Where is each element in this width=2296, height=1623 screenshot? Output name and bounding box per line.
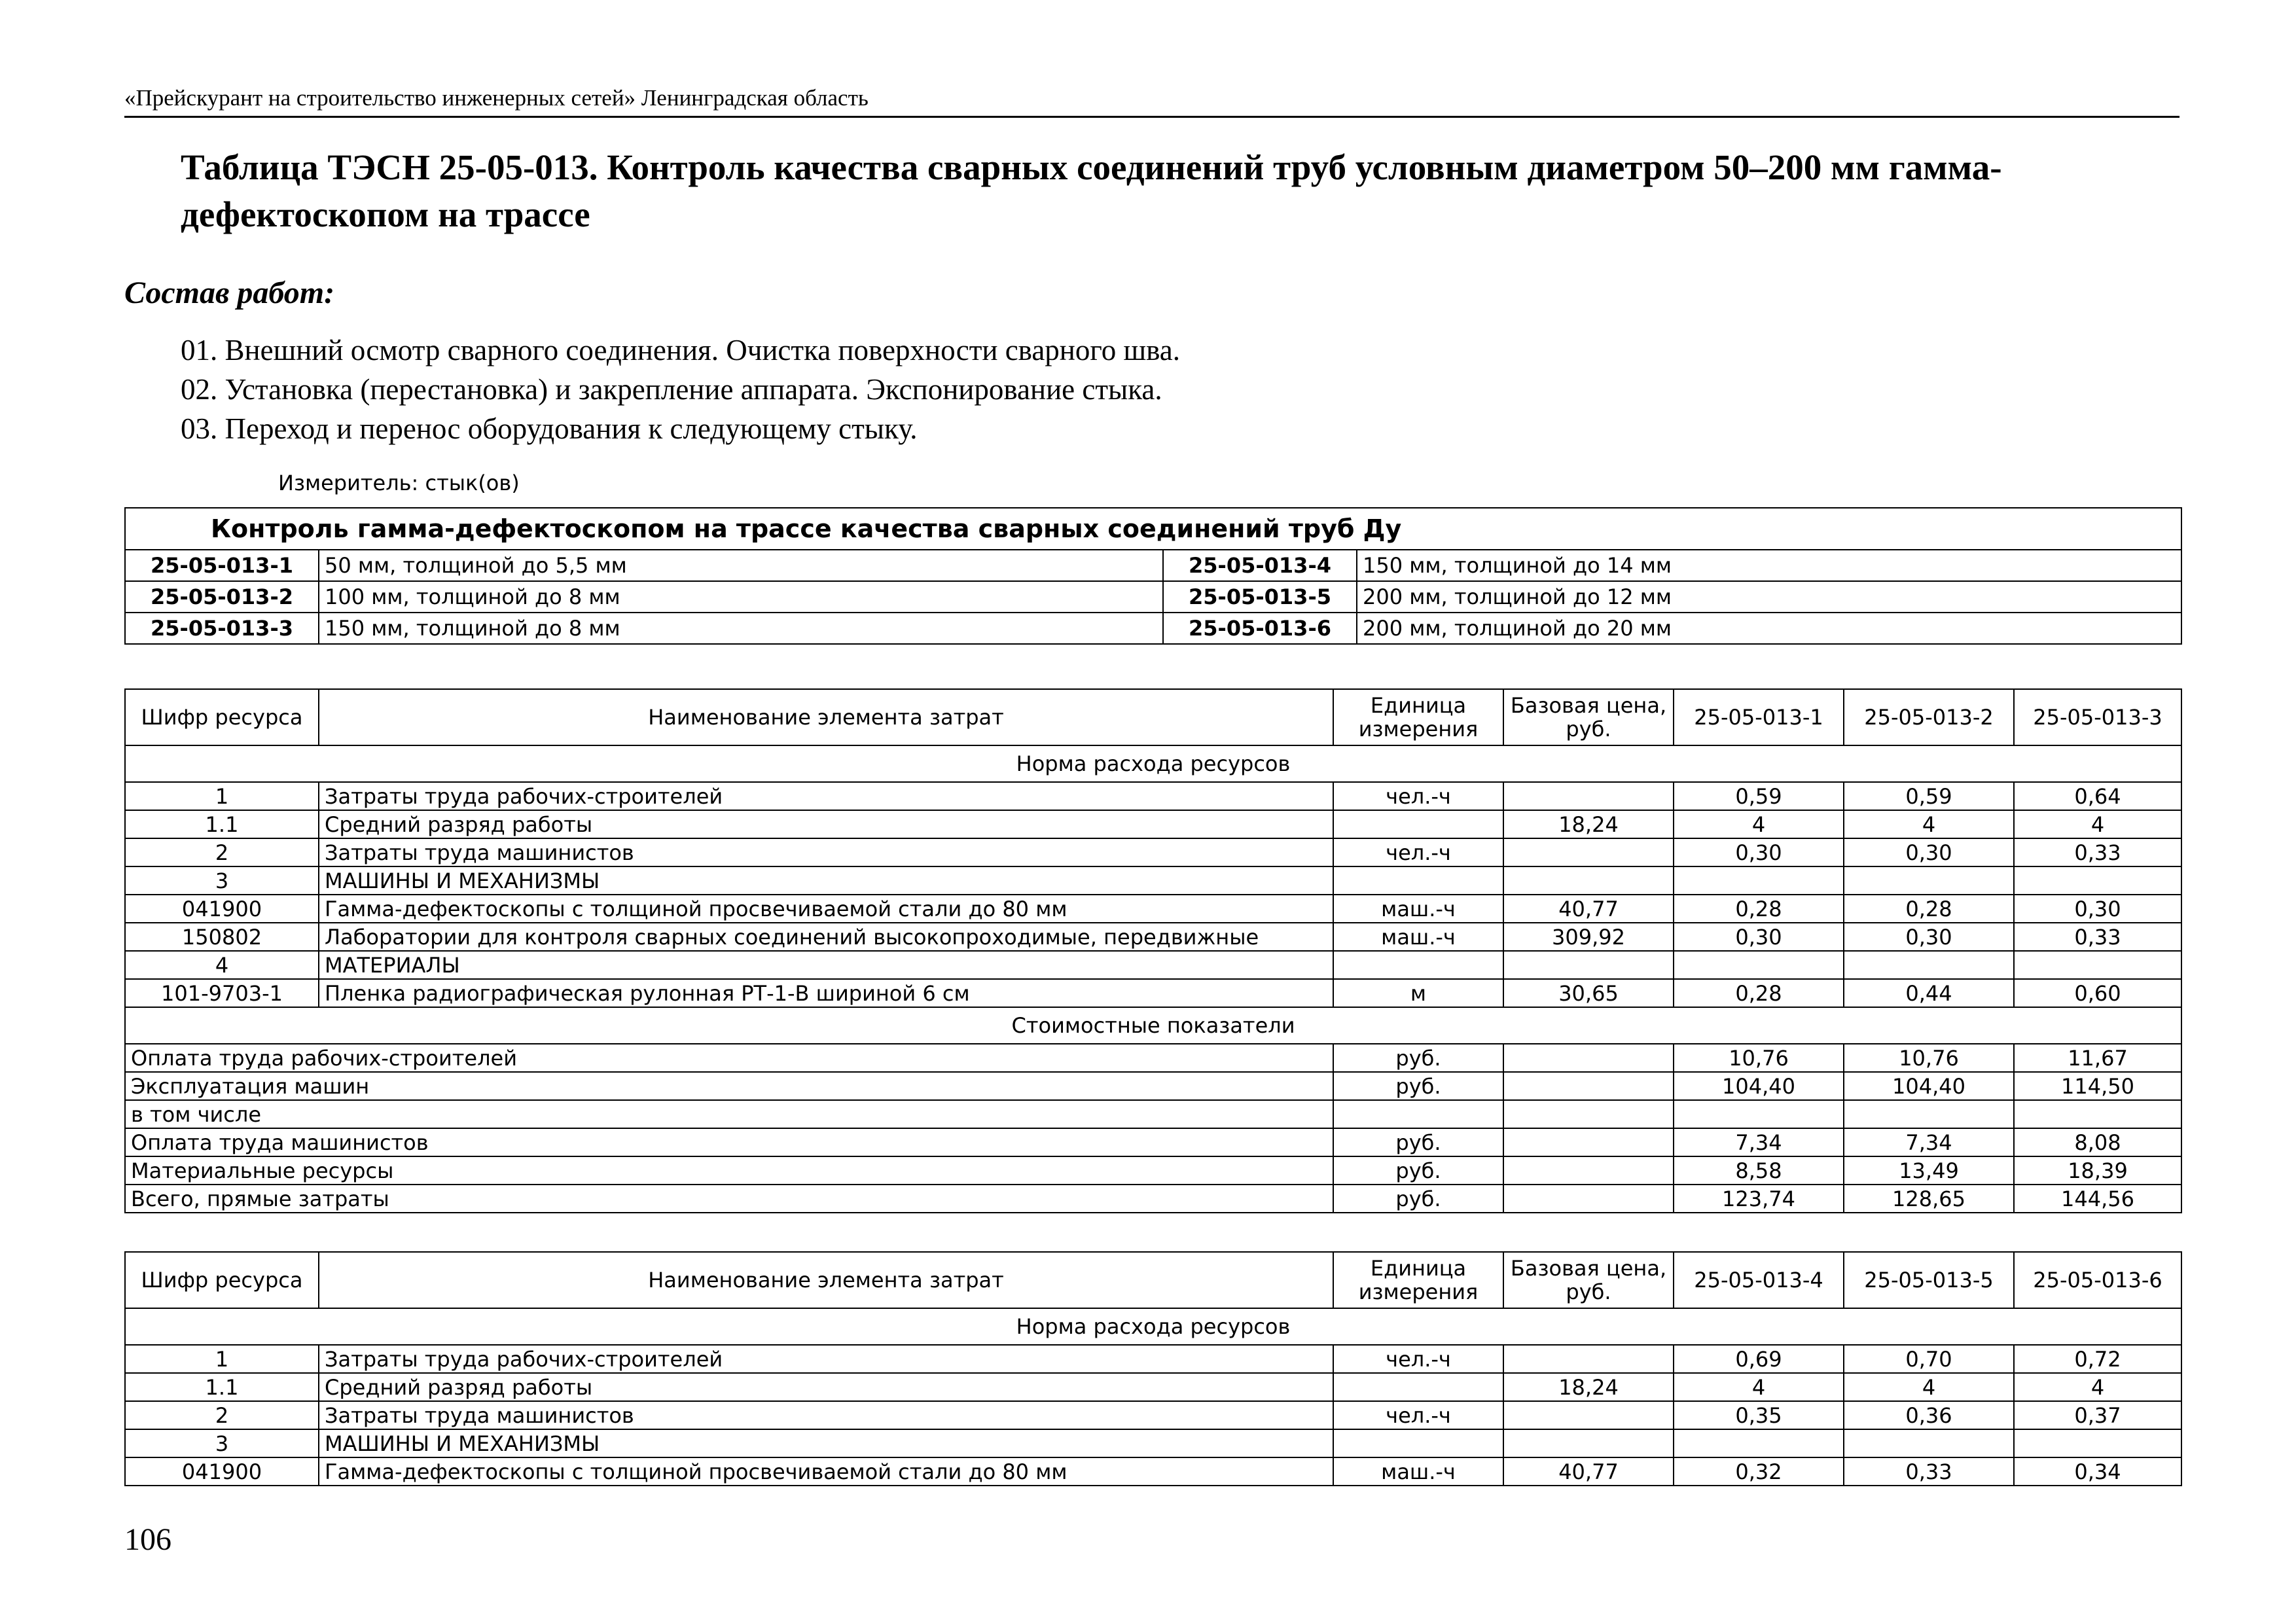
cost-value xyxy=(1844,1100,2014,1128)
section-costs-label: Стоимостные показатели xyxy=(125,1007,2181,1044)
resource-name: Лаборатории для контроля сварных соединений высокопроходимые, передвижные xyxy=(319,923,1333,951)
cost-unit: руб. xyxy=(1333,1044,1503,1072)
resource-value: 4 xyxy=(2014,1373,2181,1401)
resource-code: 1.1 xyxy=(125,810,319,838)
resource-value xyxy=(1674,866,1844,895)
resource-code: 101-9703-1 xyxy=(125,979,319,1007)
variants-body xyxy=(125,550,2181,644)
resource-code: 2 xyxy=(125,838,319,866)
cost-price xyxy=(1503,1128,1674,1156)
table-row xyxy=(125,1401,2181,1429)
resource-value: 4 xyxy=(1674,1373,1844,1401)
section-norms-label: Норма расхода ресурсов xyxy=(125,1308,2181,1345)
cost-value: 144,56 xyxy=(2014,1185,2181,1213)
col-header-code: Шифр ресурса xyxy=(125,689,319,745)
composition-heading: Состав работ: xyxy=(124,276,335,310)
col-header-variant-5: 25-05-013-5 xyxy=(1844,1252,2014,1308)
variant-row xyxy=(125,613,2181,644)
table-row xyxy=(125,1185,2181,1213)
variant-code: 25-05-013-4 xyxy=(1163,550,1357,581)
header-rule xyxy=(124,116,2179,118)
resource-name: Средний разряд работы xyxy=(319,810,1333,838)
resource-name: Гамма-дефектоскопы с толщиной просвечиваемой стали до 80 мм xyxy=(319,1457,1333,1486)
variant-description: 100 мм, толщиной до 8 мм xyxy=(319,581,1163,613)
resource-name: Средний разряд работы xyxy=(319,1373,1333,1401)
cost-name: в том числе xyxy=(125,1100,1333,1128)
cost-value: 7,34 xyxy=(1844,1128,2014,1156)
resource-value: 0,33 xyxy=(1844,1457,2014,1486)
resource-unit: чел.-ч xyxy=(1333,1345,1503,1373)
cost-value: 7,34 xyxy=(1674,1128,1844,1156)
resource-unit xyxy=(1333,810,1503,838)
table-row xyxy=(125,895,2181,923)
variant-code: 25-05-013-5 xyxy=(1163,581,1357,613)
resource-price xyxy=(1503,866,1674,895)
resource-name: Пленка радиографическая рулонная РТ-1-В шириной 6 см xyxy=(319,979,1333,1007)
resource-price: 40,77 xyxy=(1503,895,1674,923)
resource-value xyxy=(1844,866,2014,895)
table-row xyxy=(125,1429,2181,1457)
resource-unit xyxy=(1333,866,1503,895)
table1-norm-rows xyxy=(125,782,2181,1007)
resource-value: 0,35 xyxy=(1674,1401,1844,1429)
resource-value: 0,30 xyxy=(1844,838,2014,866)
cost-value xyxy=(2014,1100,2181,1128)
resource-value: 0,34 xyxy=(2014,1457,2181,1486)
cost-name: Всего, прямые затраты xyxy=(125,1185,1333,1213)
resource-value xyxy=(1674,1429,1844,1457)
resource-unit: м xyxy=(1333,979,1503,1007)
cost-name: Оплата труда рабочих-строителей xyxy=(125,1044,1333,1072)
resource-value: 0,37 xyxy=(2014,1401,2181,1429)
cost-value: 10,76 xyxy=(1844,1044,2014,1072)
section-norms-label: Норма расхода ресурсов xyxy=(125,745,2181,782)
resource-code: 3 xyxy=(125,1429,319,1457)
resource-value xyxy=(2014,951,2181,979)
resource-price xyxy=(1503,1401,1674,1429)
resource-value: 0,59 xyxy=(1844,782,2014,810)
col-header-variant-6: 25-05-013-6 xyxy=(2014,1252,2181,1308)
table-row xyxy=(125,1156,2181,1185)
cost-price xyxy=(1503,1072,1674,1100)
variant-code: 25-05-013-6 xyxy=(1163,613,1357,644)
resource-unit: маш.-ч xyxy=(1333,895,1503,923)
resource-price: 18,24 xyxy=(1503,1373,1674,1401)
resource-value: 0,72 xyxy=(2014,1345,2181,1373)
section-row xyxy=(125,1308,2181,1345)
running-header: «Прейскурант на строительство инженерных сетей» Ленинградская область xyxy=(124,85,869,111)
resource-unit: маш.-ч xyxy=(1333,923,1503,951)
work-step: 03. Переход и перенос оборудования к следующему стыку. xyxy=(181,412,918,445)
resource-unit: чел.-ч xyxy=(1333,1401,1503,1429)
table-row xyxy=(125,1128,2181,1156)
table-row xyxy=(125,1044,2181,1072)
resource-unit: чел.-ч xyxy=(1333,782,1503,810)
col-header-unit: Единица измерения xyxy=(1333,1252,1503,1308)
resource-value: 0,60 xyxy=(2014,979,2181,1007)
variant-code: 25-05-013-3 xyxy=(125,613,319,644)
table-row xyxy=(125,866,2181,895)
page-title: Таблица ТЭСН 25-05-013. Контроль качества сварных соединений труб условным диаметром 50–200 мм гамма-дефектоскопом на трассе xyxy=(181,147,2002,234)
table1-cost-rows xyxy=(125,1044,2181,1213)
variant-description: 150 мм, толщиной до 8 мм xyxy=(319,613,1163,644)
cost-unit: руб. xyxy=(1333,1185,1503,1213)
resource-value: 0,28 xyxy=(1844,895,2014,923)
resource-name: Затраты труда машинистов xyxy=(319,1401,1333,1429)
resource-name: МАШИНЫ И МЕХАНИЗМЫ xyxy=(319,1429,1333,1457)
variant-description: 200 мм, толщиной до 12 мм xyxy=(1357,581,2181,613)
resource-code: 1 xyxy=(125,1345,319,1373)
resource-value: 0,30 xyxy=(1674,923,1844,951)
resource-name: Гамма-дефектоскопы с толщиной просвечиваемой стали до 80 мм xyxy=(319,895,1333,923)
cost-value: 123,74 xyxy=(1674,1185,1844,1213)
cost-price xyxy=(1503,1044,1674,1072)
resource-value xyxy=(1844,951,2014,979)
resource-code: 041900 xyxy=(125,1457,319,1486)
resource-price: 40,77 xyxy=(1503,1457,1674,1486)
table-row xyxy=(125,979,2181,1007)
cost-unit: руб. xyxy=(1333,1072,1503,1100)
resource-value: 0,33 xyxy=(2014,838,2181,866)
resource-value: 0,64 xyxy=(2014,782,2181,810)
resource-value: 4 xyxy=(1844,810,2014,838)
resource-value xyxy=(1844,1429,2014,1457)
col-header-variant-1: 25-05-013-1 xyxy=(1674,689,1844,745)
resource-value: 0,44 xyxy=(1844,979,2014,1007)
resource-value: 0,36 xyxy=(1844,1401,2014,1429)
cost-price xyxy=(1503,1156,1674,1185)
cost-value: 8,58 xyxy=(1674,1156,1844,1185)
resource-price: 18,24 xyxy=(1503,810,1674,838)
resource-value xyxy=(1674,951,1844,979)
col-header-variant-3: 25-05-013-3 xyxy=(2014,689,2181,745)
resource-value: 0,69 xyxy=(1674,1345,1844,1373)
cost-price xyxy=(1503,1185,1674,1213)
resource-value: 4 xyxy=(1674,810,1844,838)
resource-code: 4 xyxy=(125,951,319,979)
variant-description: 200 мм, толщиной до 20 мм xyxy=(1357,613,2181,644)
cost-value: 104,40 xyxy=(1844,1072,2014,1100)
resource-value: 4 xyxy=(2014,810,2181,838)
resource-price: 30,65 xyxy=(1503,979,1674,1007)
work-steps-list xyxy=(181,330,1180,448)
resource-name: МАШИНЫ И МЕХАНИЗМЫ xyxy=(319,866,1333,895)
resource-code: 041900 xyxy=(125,895,319,923)
work-step: 02. Установка (перестановка) и закрепление аппарата. Экспонирование стыка. xyxy=(181,373,1162,406)
col-header-price: Базовая цена, руб. xyxy=(1503,689,1674,745)
resource-price xyxy=(1503,1345,1674,1373)
table-row xyxy=(125,1373,2181,1401)
cost-value: 18,39 xyxy=(2014,1156,2181,1185)
unit-of-measure: Измеритель: стык(ов) xyxy=(278,471,520,495)
resource-price xyxy=(1503,1429,1674,1457)
work-step: 01. Внешний осмотр сварного соединения. Очистка поверхности сварного шва. xyxy=(181,334,1180,366)
variant-row xyxy=(125,550,2181,581)
cost-value: 128,65 xyxy=(1844,1185,2014,1213)
resource-value: 0,30 xyxy=(1674,838,1844,866)
resource-unit xyxy=(1333,951,1503,979)
resource-price xyxy=(1503,951,1674,979)
variant-code: 25-05-013-2 xyxy=(125,581,319,613)
cost-name: Эксплуатация машин xyxy=(125,1072,1333,1100)
cost-unit: руб. xyxy=(1333,1128,1503,1156)
section-row xyxy=(125,745,2181,782)
variant-description: 50 мм, толщиной до 5,5 мм xyxy=(319,550,1163,581)
resource-name: Затраты труда машинистов xyxy=(319,838,1333,866)
resource-value: 0,28 xyxy=(1674,895,1844,923)
variant-description: 150 мм, толщиной до 14 мм xyxy=(1357,550,2181,581)
table-row xyxy=(125,1100,2181,1128)
resource-unit: чел.-ч xyxy=(1333,838,1503,866)
resource-value: 0,30 xyxy=(2014,895,2181,923)
variants-title-row xyxy=(125,508,2181,550)
resource-unit xyxy=(1333,1429,1503,1457)
resource-code: 1 xyxy=(125,782,319,810)
cost-value: 11,67 xyxy=(2014,1044,2181,1072)
resource-name: Затраты труда рабочих-строителей xyxy=(319,1345,1333,1373)
variant-row xyxy=(125,581,2181,613)
col-header-variant-2: 25-05-013-2 xyxy=(1844,689,2014,745)
cost-value: 8,08 xyxy=(2014,1128,2181,1156)
resource-value: 0,32 xyxy=(1674,1457,1844,1486)
resource-value xyxy=(2014,1429,2181,1457)
cost-price xyxy=(1503,1100,1674,1128)
col-header-price: Базовая цена, руб. xyxy=(1503,1252,1674,1308)
cost-value xyxy=(1674,1100,1844,1128)
resource-value: 0,30 xyxy=(1844,923,2014,951)
resource-value: 4 xyxy=(1844,1373,2014,1401)
resource-code: 2 xyxy=(125,1401,319,1429)
table-header-row xyxy=(125,1252,2181,1308)
resource-value: 0,28 xyxy=(1674,979,1844,1007)
col-header-unit: Единица измерения xyxy=(1333,689,1503,745)
cost-value: 13,49 xyxy=(1844,1156,2014,1185)
resource-price: 309,92 xyxy=(1503,923,1674,951)
resource-value: 0,70 xyxy=(1844,1345,2014,1373)
resource-price xyxy=(1503,838,1674,866)
table2-norm-rows xyxy=(125,1345,2181,1486)
resource-name: МАТЕРИАЛЫ xyxy=(319,951,1333,979)
resource-code: 150802 xyxy=(125,923,319,951)
resource-table-2 xyxy=(124,1251,2182,1486)
table-row xyxy=(125,1457,2181,1486)
resource-value: 0,59 xyxy=(1674,782,1844,810)
col-header-code: Шифр ресурса xyxy=(125,1252,319,1308)
resource-unit: маш.-ч xyxy=(1333,1457,1503,1486)
cost-value: 114,50 xyxy=(2014,1072,2181,1100)
resource-table-1 xyxy=(124,688,2182,1213)
page-number: 106 xyxy=(124,1522,171,1557)
cost-value: 104,40 xyxy=(1674,1072,1844,1100)
variants-table xyxy=(124,507,2182,645)
col-header-name: Наименование элемента затрат xyxy=(319,689,1333,745)
cost-unit: руб. xyxy=(1333,1156,1503,1185)
col-header-name: Наименование элемента затрат xyxy=(319,1252,1333,1308)
resource-price xyxy=(1503,782,1674,810)
section-row xyxy=(125,1007,2181,1044)
table-header-row xyxy=(125,689,2181,745)
resource-unit xyxy=(1333,1373,1503,1401)
table-row xyxy=(125,951,2181,979)
cost-value: 10,76 xyxy=(1674,1044,1844,1072)
table-row xyxy=(125,782,2181,810)
table-row xyxy=(125,923,2181,951)
resource-code: 3 xyxy=(125,866,319,895)
resource-value xyxy=(2014,866,2181,895)
resource-value: 0,33 xyxy=(2014,923,2181,951)
variants-title: Контроль гамма-дефектоскопом на трассе качества сварных соединений труб Ду xyxy=(125,508,2181,550)
table-row xyxy=(125,838,2181,866)
cost-unit xyxy=(1333,1100,1503,1128)
cost-name: Оплата труда машинистов xyxy=(125,1128,1333,1156)
table-row xyxy=(125,810,2181,838)
variant-code: 25-05-013-1 xyxy=(125,550,319,581)
resource-code: 1.1 xyxy=(125,1373,319,1401)
table-row xyxy=(125,1072,2181,1100)
resource-name: Затраты труда рабочих-строителей xyxy=(319,782,1333,810)
table-row xyxy=(125,1345,2181,1373)
cost-name: Материальные ресурсы xyxy=(125,1156,1333,1185)
col-header-variant-4: 25-05-013-4 xyxy=(1674,1252,1844,1308)
